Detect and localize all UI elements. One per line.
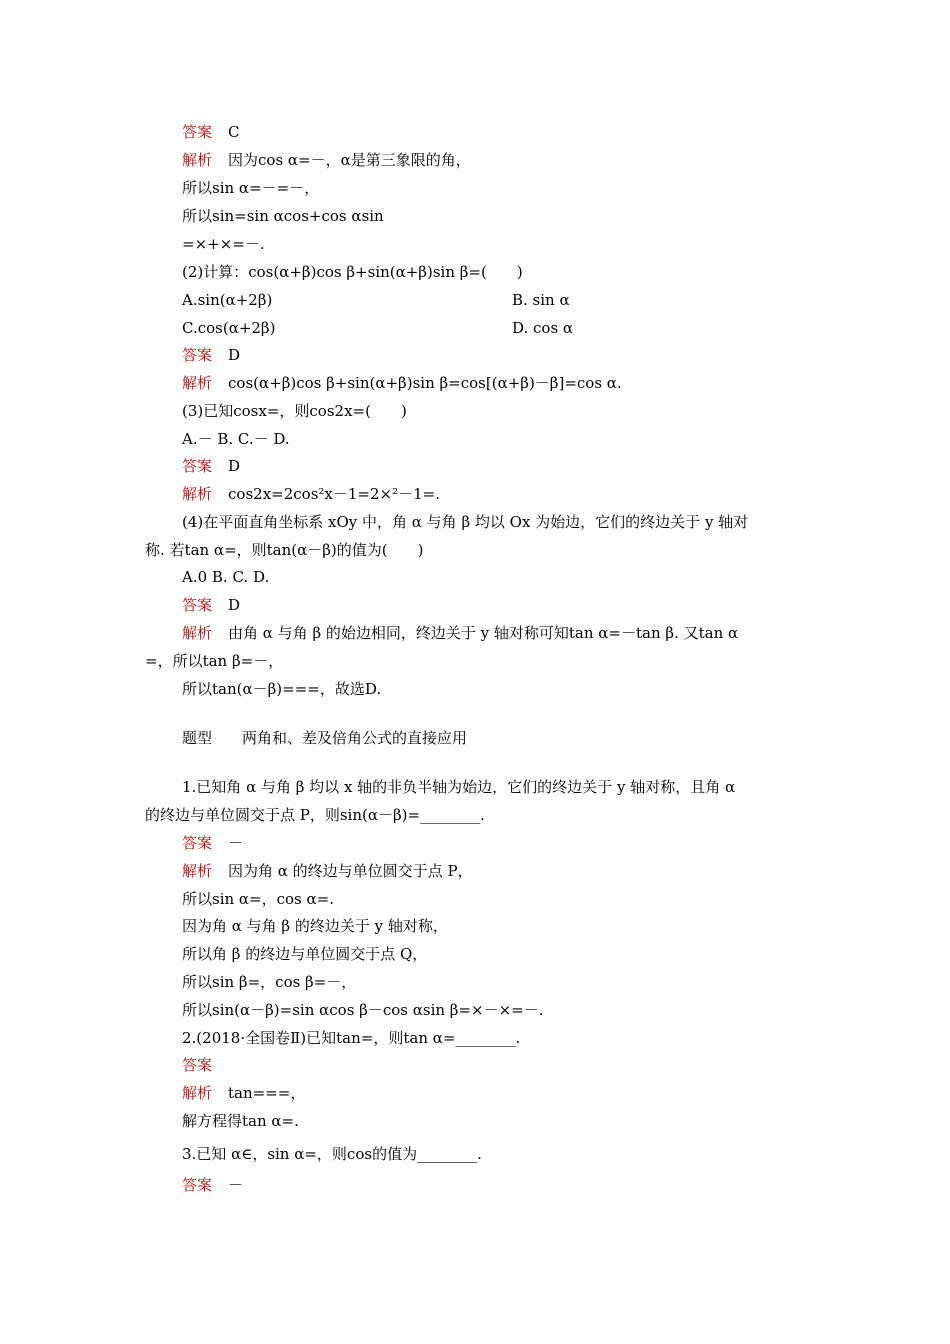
p1-stem-line-2: 的终边与单位圆交于点 P，则sin(α－β)=________. bbox=[145, 806, 485, 824]
q2-analysis bbox=[182, 373, 622, 393]
answer-label: 答案 bbox=[182, 1056, 213, 1074]
q1-answer bbox=[182, 122, 240, 142]
p1-line-3: 因为角 α 与角 β 的终边关于 y 轴对称， bbox=[182, 917, 448, 935]
p1-answer bbox=[182, 833, 243, 853]
q1-analysis bbox=[182, 150, 471, 170]
q1-line-2: 所以sin α=－=－， bbox=[182, 179, 320, 197]
analysis-label: 解析 bbox=[182, 374, 213, 392]
q2-stem: (2)计算：cos(α+β)cos β+sin(α+β)sin β=( ) bbox=[182, 263, 523, 281]
analysis-text: tan===， bbox=[228, 1084, 306, 1102]
analysis-text: 因为cos α=－，α是第三象限的角， bbox=[228, 151, 471, 169]
q3-options: A.－ B. C.－ D. bbox=[182, 430, 290, 448]
analysis-label: 解析 bbox=[182, 1084, 213, 1102]
q4-options: A.0 B. C. D. bbox=[182, 568, 270, 586]
p3-stem: 3.已知 α∈，sin α=，则cos的值为________. bbox=[182, 1145, 482, 1163]
q1-line-3: 所以sin=sin αcos+cos αsin bbox=[182, 207, 384, 225]
analysis-text: 由角 α 与角 β 的始边相同，终边关于 y 轴对称可知tan α=－tan β. 又tan α bbox=[228, 624, 739, 642]
q2-option-d: D. cos α bbox=[512, 319, 574, 337]
p1-analysis bbox=[182, 861, 473, 881]
q1-line-4: =×+×=－. bbox=[182, 235, 265, 253]
analysis-label: 解析 bbox=[182, 624, 213, 642]
answer-label: 答案 bbox=[182, 834, 213, 852]
q2-answer bbox=[182, 345, 240, 365]
p2-line-2: 解方程得tan α=. bbox=[182, 1112, 299, 1130]
q4-stem-line-2: 称. 若tan α=，则tan(α－β)的值为( ) bbox=[145, 541, 424, 559]
p1-stem-line-1: 1.已知角 α 与角 β 均以 x 轴的非负半轴为始边，它们的终边关于 y 轴对称，且角 α bbox=[182, 778, 736, 796]
p1-line-4: 所以角 β 的终边与单位圆交于点 Q， bbox=[182, 945, 428, 963]
q4-analysis bbox=[182, 623, 738, 643]
p2-answer bbox=[182, 1055, 228, 1075]
q2-option-a: A.sin(α+2β) bbox=[182, 291, 273, 309]
q4-analysis-line-3: 所以tan(α－β)===，故选D. bbox=[182, 680, 382, 698]
section-title: 题型 两角和、差及倍角公式的直接应用 bbox=[182, 729, 468, 747]
q3-stem: (3)已知cosx=，则cos2x=( ) bbox=[182, 402, 407, 420]
analysis-text: cos2x=2cos²x－1=2×²－1=. bbox=[228, 485, 440, 503]
p3-answer bbox=[182, 1175, 243, 1195]
q3-analysis bbox=[182, 484, 440, 504]
q4-analysis-line-2: =，所以tan β=－， bbox=[145, 652, 284, 670]
answer-label: 答案 bbox=[182, 123, 213, 141]
analysis-text: 因为角 α 的终边与单位圆交于点 P， bbox=[228, 862, 473, 880]
p1-line-2: 所以sin α=，cos α=. bbox=[182, 890, 334, 908]
answer-label: 答案 bbox=[182, 1176, 213, 1194]
analysis-label: 解析 bbox=[182, 485, 213, 503]
answer-value: D bbox=[228, 596, 241, 614]
answer-label: 答案 bbox=[182, 457, 213, 475]
answer-value: D bbox=[228, 346, 241, 364]
analysis-label: 解析 bbox=[182, 151, 213, 169]
p2-analysis bbox=[182, 1083, 305, 1103]
answer-value: D bbox=[228, 457, 241, 475]
answer-value: C bbox=[228, 123, 240, 141]
q2-option-c: C.cos(α+2β) bbox=[182, 319, 276, 337]
answer-label: 答案 bbox=[182, 346, 213, 364]
analysis-text: cos(α+β)cos β+sin(α+β)sin β=cos[(α+β)－β]=cos α. bbox=[228, 374, 622, 392]
analysis-label: 解析 bbox=[182, 862, 213, 880]
p1-line-6: 所以sin(α－β)=sin αcos β－cos αsin β=×－×=－. bbox=[182, 1001, 544, 1019]
answer-value: － bbox=[228, 834, 244, 852]
answer-value: － bbox=[228, 1176, 244, 1194]
q4-answer bbox=[182, 595, 240, 615]
q4-stem-line-1: (4)在平面直角坐标系 xOy 中，角 α 与角 β 均以 Ox 为始边，它们的终边关于 y 轴对 bbox=[182, 513, 749, 531]
answer-label: 答案 bbox=[182, 596, 213, 614]
q2-option-b: B. sin α bbox=[512, 291, 570, 309]
p2-stem: 2.(2018·全国卷Ⅱ)已知tan=，则tan α=________. bbox=[182, 1029, 521, 1047]
p1-line-5: 所以sin β=，cos β=－， bbox=[182, 973, 357, 991]
q3-answer bbox=[182, 456, 240, 476]
